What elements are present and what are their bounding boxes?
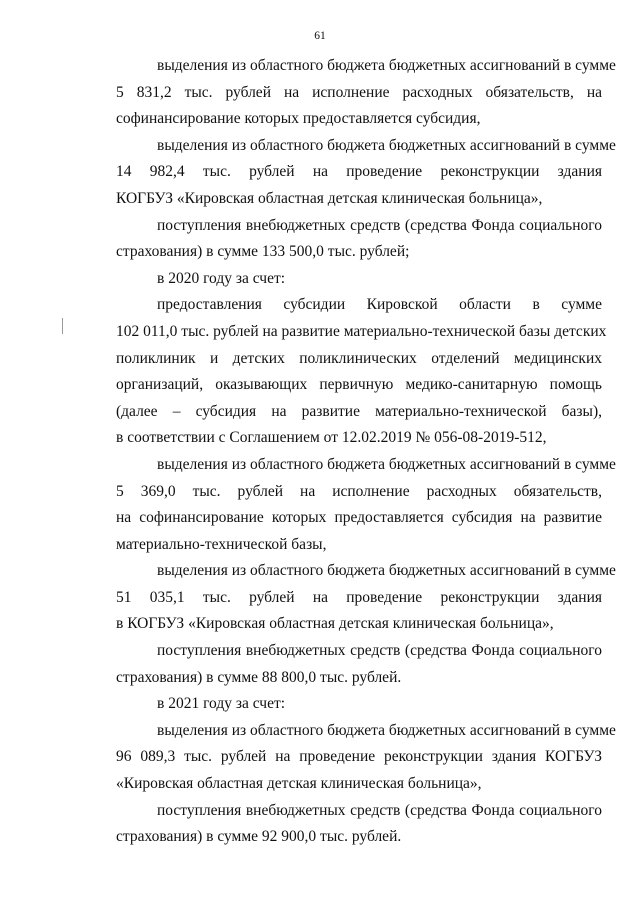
text-line: выделения из областного бюджета бюджетных ассигнований в сумме — [157, 136, 616, 154]
text-line: выделения из областного бюджета бюджетных ассигнований в сумме — [157, 455, 616, 473]
paragraph — [116, 691, 602, 718]
text-line: в 2020 году за счет: — [157, 269, 286, 287]
text-line: 5 831,2 тыс. рублей на исполнение расходных обязательств, на — [116, 83, 602, 101]
paragraph — [116, 638, 602, 691]
text-line: (далее – субсидия на развитие материально-технической базы), — [116, 402, 602, 420]
paragraph — [116, 558, 616, 638]
text-line: поступления внебюджетных средств (средства Фонда социального — [157, 216, 602, 234]
paragraph — [116, 452, 616, 558]
text-line: 51 035,1 тыс. рублей на проведение реконструкции здания — [116, 588, 602, 606]
text-line: в КОГБУЗ «Кировская областная детская клиническая больница», — [116, 615, 554, 633]
paragraph — [116, 53, 616, 133]
text-line: страхования) в сумме 92 900,0 тыс. рублей. — [116, 828, 402, 846]
text-line: поступления внебюджетных средств (средства Фонда социального — [157, 642, 602, 660]
scan-margin-mark — [62, 318, 63, 334]
text-line: в соответствии с Соглашением от 12.02.2019 № 056-08-2019-512, — [116, 429, 547, 447]
text-line: 102 011,0 тыс. рублей на развитие материально-технической базы детских — [116, 322, 607, 340]
text-line: софинансирование которых предоставляется субсидия, — [116, 110, 481, 128]
text-line: выделения из областного бюджета бюджетных ассигнований в сумме — [157, 57, 616, 74]
paragraph — [116, 133, 616, 213]
text-line: в 2021 году за счет: — [157, 695, 286, 713]
text-line: 96 089,3 тыс. рублей на проведение реконструкции здания КОГБУЗ — [116, 748, 602, 766]
text-line: предоставления субсидии Кировской области в сумме — [157, 296, 602, 314]
text-line: 5 369,0 тыс. рублей на исполнение расходных обязательств, — [116, 482, 602, 500]
text-line: страхования) в сумме 133 500,0 тыс. рублей; — [116, 243, 410, 261]
page-number: 61 — [314, 30, 326, 42]
text-line: организаций, оказывающих первичную медико-санитарную помощь — [116, 376, 602, 394]
paragraph — [116, 798, 602, 851]
paragraph — [116, 718, 616, 798]
text-line: поступления внебюджетных средств (средства Фонда социального — [157, 801, 602, 819]
text-line: выделения из областного бюджета бюджетных ассигнований в сумме — [157, 562, 616, 580]
paragraph — [116, 213, 602, 266]
text-line: КОГБУЗ «Кировская областная детская клиническая больница», — [116, 189, 543, 207]
text-line: выделения из областного бюджета бюджетных ассигнований в сумме — [157, 721, 616, 739]
text-line: страхования) в сумме 88 800,0 тыс. рублей. — [116, 668, 402, 686]
text-line: 14 982,4 тыс. рублей на проведение реконструкции здания — [116, 163, 602, 181]
text-line: «Кировская областная детская клиническая больница», — [116, 775, 482, 793]
document-body — [116, 53, 616, 851]
text-line: материально-технической базы, — [116, 535, 327, 553]
text-line: на софинансирование которых предоставляется субсидия на развитие — [116, 509, 602, 527]
paragraph — [116, 266, 602, 293]
text-line: поликлиник и детских поликлинических отделений медицинских — [116, 349, 602, 367]
paragraph — [116, 292, 607, 452]
